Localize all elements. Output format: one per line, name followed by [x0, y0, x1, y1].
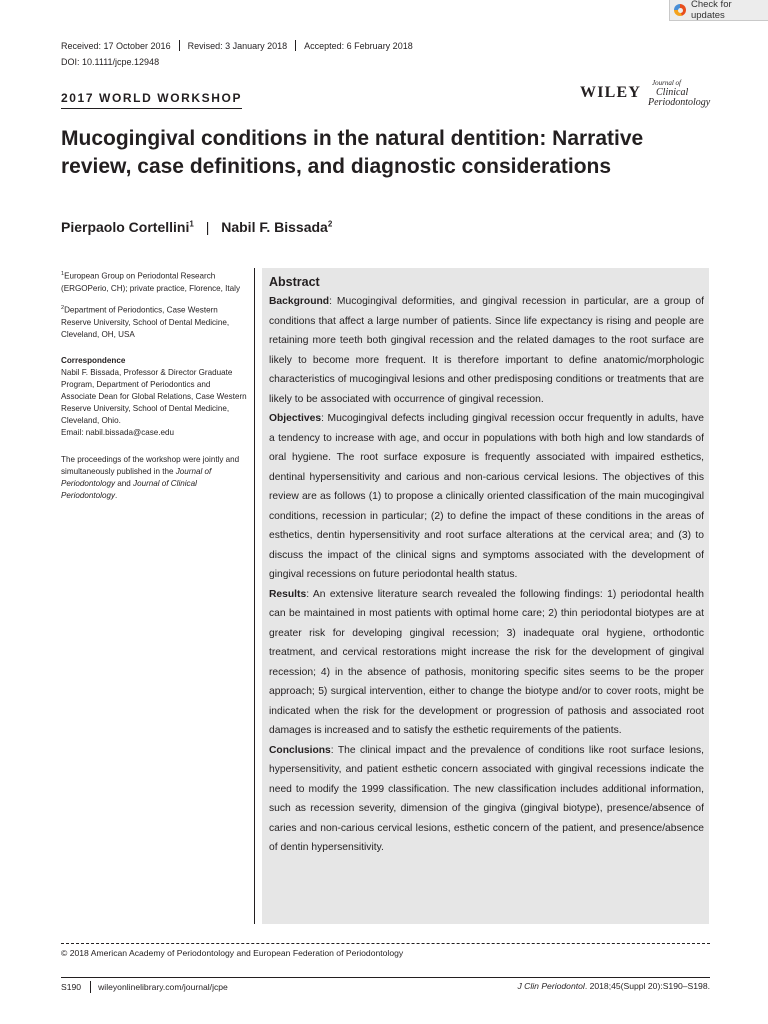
proceedings-note	[61, 454, 247, 502]
author-affiliation-marker: 1	[189, 219, 194, 229]
author-list	[61, 219, 332, 235]
section-text: : Mucogingival defects including gingival recession occur frequently in adults, have a tendency to increase with age, and occur in populations with both high and low standards of oral hygiene. The root surface exposure is frequently associated with impaired esthetics, dentinal hypersensitivity and carious and non-carious cervical lesions. The objectives of this review are as follows (1) to propose a clinically oriented classification of the main mucogingival conditions, recession in particular; (2) to define the impact of these conditions in the areas of esthetics, dentin hypersensitivity and root surface alterations at the cervical area; and (3) to discuss the impact of the clinical signs and symptoms associated with the development of gingival recessions on future periodontal health status.	[269, 413, 704, 580]
section-text: : The clinical impact and the prevalence of conditions like root surface lesions, hypersensitivity, and patient esthetic concern associated with gingival recessions indicate the need to modify the 1999 classification. The new classification includes additional information, such as recession severity, dimension of the gingiva (gingival biotype), presence/absence of caries and non-carious cervical lesions, esthetic concern of the patient, and presence/absence of dentin hypersensitivity.	[269, 744, 704, 853]
column-divider	[254, 268, 255, 924]
proceedings-conjunction: and	[115, 478, 134, 488]
crossmark-icon	[674, 4, 686, 16]
abstract-conclusions	[269, 741, 704, 858]
journal-citation	[517, 981, 710, 991]
footer-separator	[90, 981, 91, 993]
publisher-logo: WILEY	[580, 84, 642, 101]
affiliation	[61, 302, 247, 341]
proceedings-prefix: The proceedings of the workshop were jointly and simultaneously published in the	[61, 454, 240, 476]
correspondence-text: Nabil F. Bissada, Professor & Director Graduate Program, Department of Periodontics and Associate Dean for Global Relations, Case Western Reserve University, School of Dental Medicine, Cleveland, Ohio.	[61, 367, 247, 426]
author-separator: |	[205, 219, 210, 235]
article-dates	[61, 40, 413, 51]
abstract-results	[269, 585, 704, 741]
accepted-date: Accepted: 6 February 2018	[304, 40, 413, 51]
journal-logo-line2: Clinical	[656, 87, 689, 98]
section-text: : Mucogingival deformities, and gingival recession in particular, are a group of conditions that affect a large number of patients. Since life expectancy is rising and people are retaining more teeth both gingival recession and the related damages to the root surface are likely to become more frequent. It is therefore important to define anatomic/morphologic characteristics of mucogingival lesions and other predisposing conditions or treatments that are likely to be associated with occurrence of gingival recession.	[269, 296, 704, 405]
citation-details: . 2018;45(Suppl 20):S190–S198.	[584, 981, 710, 991]
journal-name: Journal of Clinical Periodontology	[61, 478, 197, 500]
abstract-panel	[262, 268, 709, 924]
page-footer-left	[61, 981, 228, 993]
footer-divider	[61, 977, 710, 978]
section-label-results: Results	[269, 588, 307, 600]
correspondence-email[interactable]: Email: nabil.bissada@case.edu	[61, 428, 175, 438]
affiliation	[61, 268, 247, 295]
proceedings-suffix: .	[115, 490, 118, 500]
affiliation-marker: 1	[61, 271, 65, 277]
affiliation-marker: 2	[61, 304, 65, 311]
journal-logo	[648, 78, 710, 108]
date-separator	[179, 40, 180, 51]
journal-logo-line1: Journal of	[652, 79, 681, 87]
revised-date: Revised: 3 January 2018	[187, 40, 288, 51]
author-name: Pierpaolo Cortellini	[61, 219, 190, 235]
article-sidebar	[61, 268, 247, 509]
date-separator	[295, 40, 296, 51]
abstract-heading: Abstract	[269, 275, 320, 289]
check-for-updates-button[interactable]	[669, 0, 768, 21]
section-text: : An extensive literature search revealed the following findings: 1) periodontal health can be maintained in most patients with optimal home care; 2) thin periodontal biotypes are at greater risk for developing gingival recession; 3) inadequate oral hygiene, orthodontic treatment, and cervical restorations might increase the risk for the development of gingival recession; 4) in the absence of pathosis, monitoring specific sites seems to be the proper approach; 5) surgical intervention, either to change the biotype and/or to cover roots, might be indicated when the risk for the development or progression of pathosis and associated root damages is increased and to satisfy the esthetic requirements of the patients.	[269, 588, 704, 736]
journal-url[interactable]: wileyonlinelibrary.com/journal/jcpe	[98, 982, 228, 992]
journal-logo-line3: Periodontology	[648, 97, 711, 108]
abstract-objectives	[269, 409, 704, 585]
doi[interactable]: DOI: 10.1111/jcpe.12948	[61, 57, 160, 67]
footer-divider-dashed	[61, 943, 710, 944]
section-label-background: Background	[269, 296, 330, 307]
correspondence-heading: Correspondence	[61, 355, 126, 365]
journal-name: Journal of Periodontology	[61, 466, 212, 488]
section-label-conclusions: Conclusions	[269, 744, 331, 756]
copyright-notice: © 2018 American Academy of Periodontology and European Federation of Periodontology	[61, 948, 404, 958]
section-label-objectives: Objectives	[269, 413, 322, 424]
received-date: Received: 17 October 2016	[61, 40, 171, 51]
section-label: 2017 WORLD WORKSHOP	[61, 91, 242, 109]
affiliation-text: European Group on Periodontal Research (ERGOPerio, CH); private practice, Florence, Italy	[61, 271, 241, 293]
author-affiliation-marker: 2	[327, 219, 333, 229]
page-number: S190	[61, 982, 82, 992]
author-name: Nabil F. Bissada	[221, 219, 328, 235]
abstract-background	[269, 292, 704, 409]
article-title: Mucogingival conditions in the natural dentition: Narrative review, case definitions, and diagnostic considerations	[61, 127, 644, 178]
affiliation-text: Department of Periodontics, Case Western Reserve University, School of Dental Medicine, Cleveland, OH, USA	[61, 305, 230, 339]
citation-journal: J Clin Periodontol	[517, 981, 585, 991]
check-for-updates-label: Check for updates	[690, 0, 732, 21]
